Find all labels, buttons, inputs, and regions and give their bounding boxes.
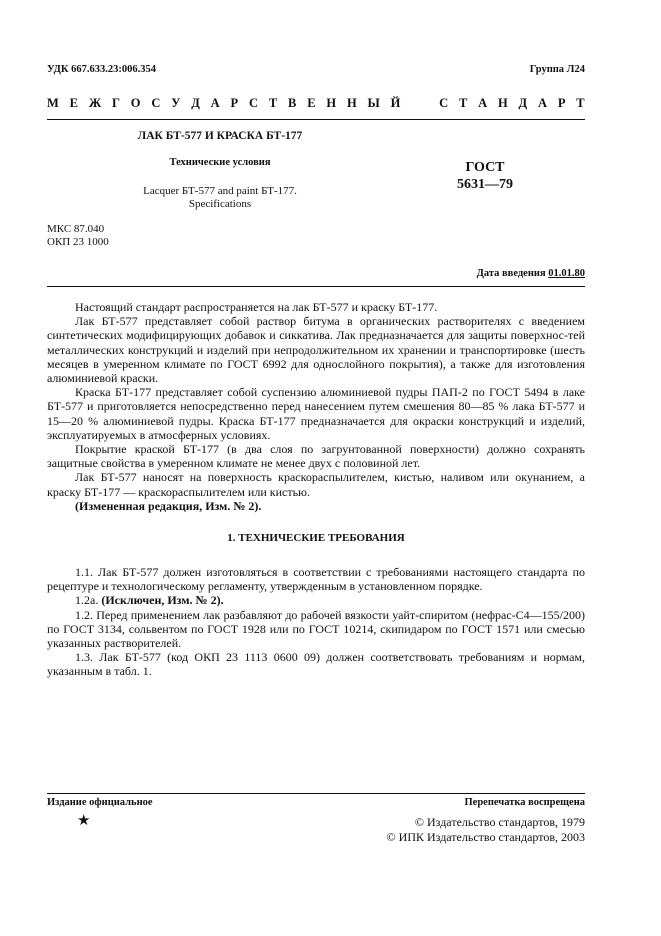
clause-1-2a-number: 1.2а. [75,593,99,608]
clause-1-3: 1.3. Лак БТ-577 (код ОКП 23 1113 0600 09) должен соответствовать требованиям и нормам, указанным в табл. 1. [47,650,585,679]
official-edition: Издание официальное [47,797,153,808]
intro-paragraph: Покрытие краской БТ-177 (в два слоя по загрунтованной поверхности) должно сохранять защитные свойства в умеренном климате не менее двух с половиной лет. [47,442,585,471]
copyright-2003: © ИПК Издательство стандартов, 2003 [386,830,585,844]
english-title-line2: Specifications [188,198,252,210]
banner-letter: Н [346,96,357,110]
banner-letter: С [151,96,161,110]
banner-letter: С [439,96,449,110]
banner-letter: У [171,96,181,110]
banner-letter: Д [518,96,528,110]
intro-paragraph: Краска БТ-177 представляет собой суспензию алюминиевой пудры ПАП-2 по ГОСТ 5494 в лаке БТ-577 и приготовляется непосредственно перед нанесением путем смешения 80—85 % лака БТ-577 и 15—20 % алюминиевой пудры. Краска БТ-177 предназначается для окраски конструкций и изделий, эксплуатируемых в атмосферных условиях. [47,385,585,442]
section1-body [47,565,585,679]
group-code: Группа Л24 [529,64,585,75]
banner-letter: А [478,96,488,110]
reprint-prohibited: Перепечатка воспрещена [464,797,585,808]
banner-letter: Е [307,96,316,110]
banner-letter: Р [557,96,566,110]
banner-letter: М [47,96,59,110]
english-title-line1: Lacquer БТ-577 and paint БТ-177. [143,185,297,197]
copyright-1979: © Издательство стандартов, 1979 [414,815,585,829]
okp-code: ОКП 23 1000 [47,236,109,248]
gost-number: 5631—79 [457,177,513,192]
banner-letter: Т [458,96,468,110]
intro-paragraph: Лак БТ-577 представляет собой раствор битума в органических растворителях с введением синтетических модифицирующих добавок и сиккатива. Лак предназначается для защиты поверхнос-тей металлических конструкций и изделий при непродолжительном их хранении и транспортировке (шесть месяцев в умеренном климате по ГОСТ 6992 для однослойного покрытия), а также для изготовления алюминиевой краски. [47,314,585,386]
banner-letter: А [537,96,547,110]
banner-letter [411,96,414,111]
clause-1-2a [47,593,585,607]
date-rule [47,286,585,287]
banner-letter: Ы [367,96,380,110]
banner-letter: С [249,96,259,110]
clause-1-2: 1.2. Перед применением лак разбавляют до рабочей вязкости уайт-спиритом (нефрас-С4—155/200) по ГОСТ 3134, сольвентом по ГОСТ 1928 или по ГОСТ 10214, скипидаром по ГОСТ 1571 или смесью указанных растворителей. [47,607,585,651]
intro-body [47,300,585,513]
footer-rule [47,793,585,794]
banner-letter [425,96,428,111]
banner-letter: Г [112,96,120,110]
banner-rule [47,119,585,120]
udk-code: УДК 667.633.23:006.354 [47,64,156,75]
intro-revision: (Измененная редакция, Изм. № 2). [75,498,262,513]
document-title: ЛАК БТ-577 И КРАСКА БТ-177 [137,130,303,142]
banner-letter: Т [268,96,278,110]
banner-letter: Й [390,96,401,110]
gost-label: ГОСТ [465,160,505,175]
document-subtitle: Технические условия [169,157,271,168]
banner-letter: Н [326,96,337,110]
banner-letter: О [130,96,141,110]
intro-paragraph: Настоящий стандарт распространяется на лак БТ-577 и краску БТ-177. [75,300,438,314]
clause-1-2a-text: (Исключен, Изм. № 2). [101,593,224,608]
intro-date [477,268,585,279]
intro-paragraph: Лак БТ-577 наносят на поверхность краскораспылителем, кистью, наливом или окунанием, а краску БТ-177 — краскораспылителем или кистью. [47,470,585,499]
banner-letter: Е [69,96,78,110]
banner-letter: Т [576,96,585,110]
banner-letter: А [210,96,220,110]
banner-letter: Н [497,96,508,110]
banner-letter: Ж [88,96,102,110]
intro-date-value: 01.01.80 [548,268,585,279]
banner-letter: Р [230,96,239,110]
standard-banner [47,96,585,111]
banner-letter: Д [191,96,200,110]
banner-letter: В [288,96,297,110]
star-icon: ★ [77,813,91,829]
section-heading: 1. ТЕХНИЧЕСКИЕ ТРЕБОВАНИЯ [227,532,405,544]
mks-code: МКС 87.040 [47,223,105,235]
clause-1-1: 1.1. Лак БТ-577 должен изготовляться в соответствии с требованиями настоящего стандарта по рецептуре и технологическому регламенту, утвержденным в установленном порядке. [47,565,585,594]
intro-date-label: Дата введения [476,268,546,279]
